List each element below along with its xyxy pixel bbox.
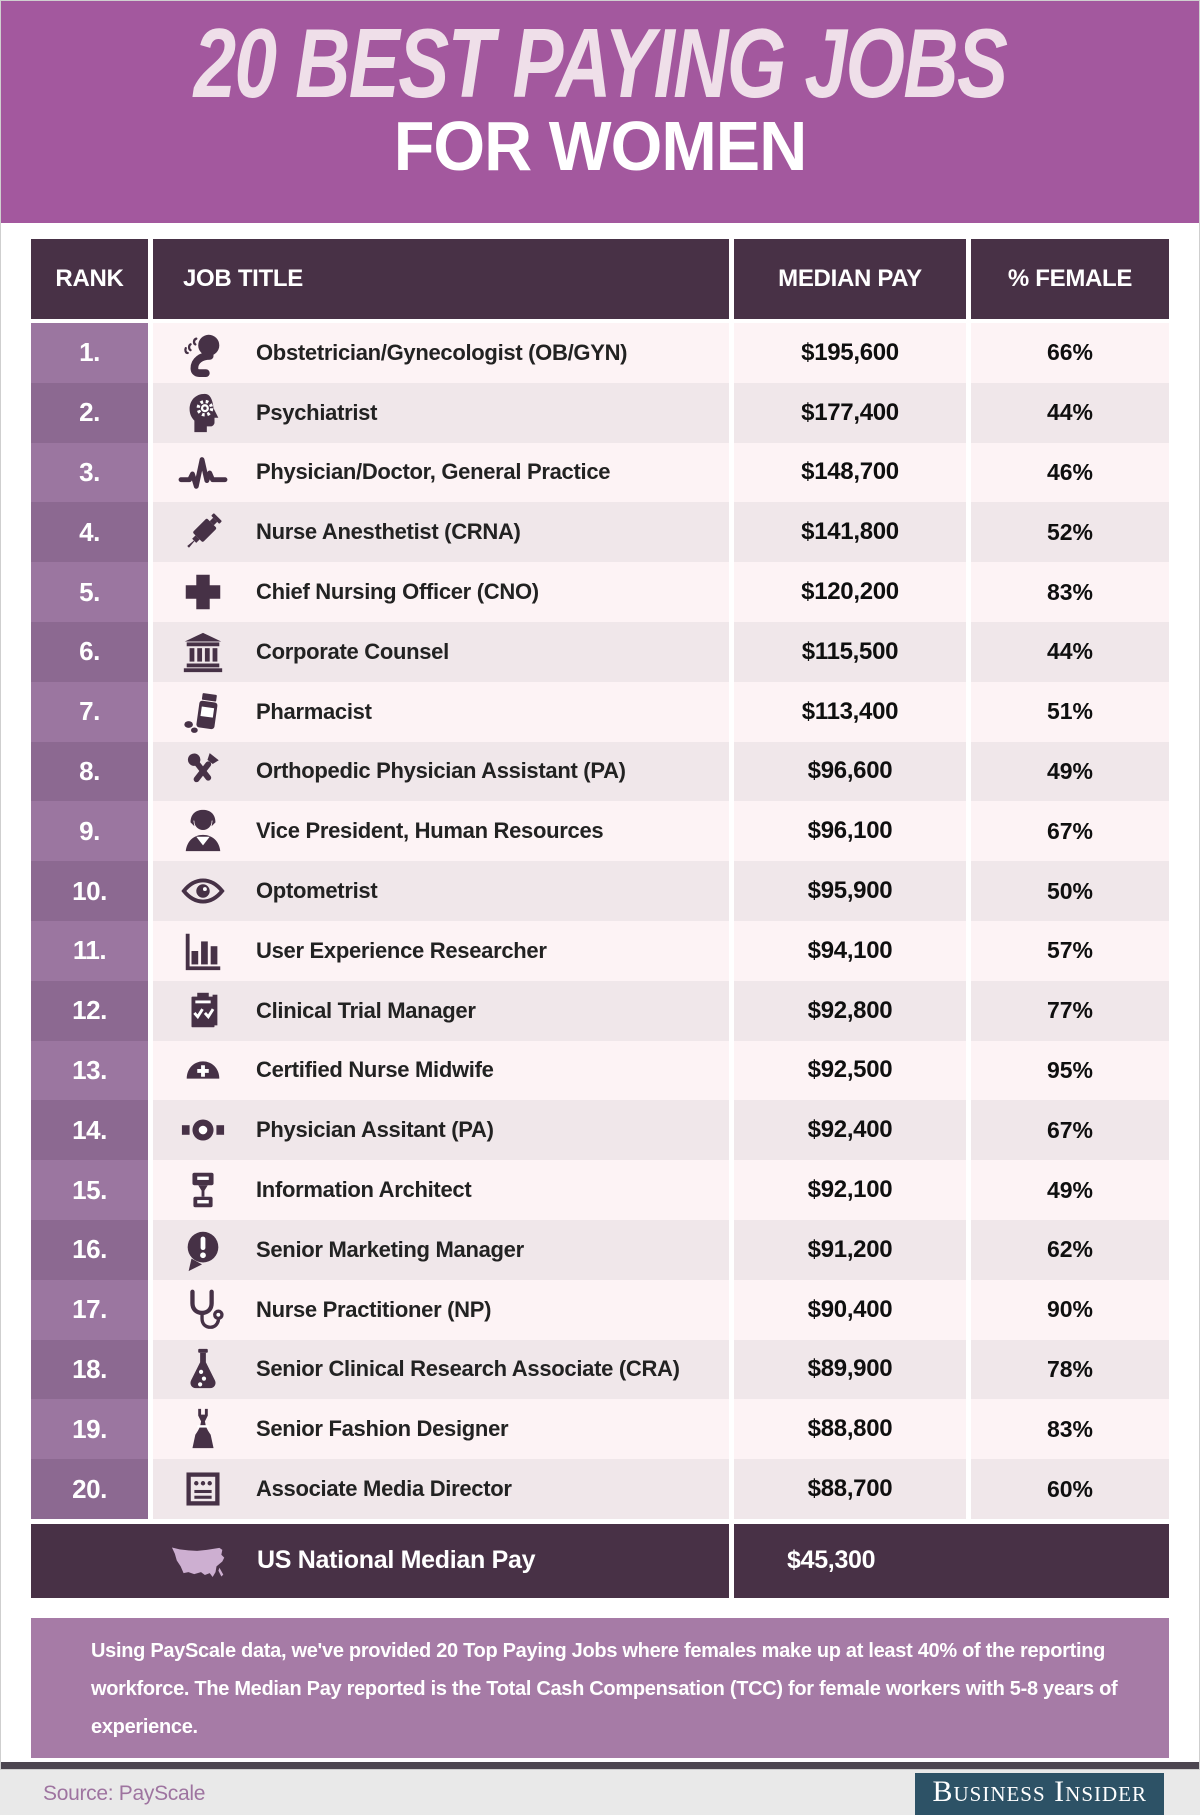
- table-row: [31, 562, 1169, 622]
- percent-female-cell: 67%: [971, 801, 1169, 861]
- percent-female-cell: 67%: [971, 1100, 1169, 1160]
- rank-cell: 8.: [31, 742, 148, 802]
- job-title: Associate Media Director: [256, 1476, 512, 1502]
- percent-female-cell: 49%: [971, 1160, 1169, 1220]
- job-cell: [153, 622, 729, 682]
- median-pay-cell: $92,800: [734, 981, 966, 1041]
- rank-cell: 11.: [31, 921, 148, 981]
- median-pay-cell: $141,800: [734, 502, 966, 562]
- job-title: User Experience Researcher: [256, 937, 547, 963]
- methodology-note: Using PayScale data, we've provided 20 Top Paying Jobs where females make up at least 40% of the reporting workforce. The Median Pay reported is the Total Cash Compensation (TCC) for female workers with 5-8 years of experience.: [31, 1618, 1169, 1758]
- percent-female-cell: 51%: [971, 682, 1169, 742]
- woman-silhouette-icon: [176, 806, 230, 856]
- job-title: Physician Assitant (PA): [256, 1117, 494, 1143]
- rank-cell: 10.: [31, 861, 148, 921]
- rank-cell: 20.: [31, 1459, 148, 1519]
- median-pay-cell: $88,800: [734, 1399, 966, 1459]
- table-row: [31, 622, 1169, 682]
- percent-female-cell: 77%: [971, 981, 1169, 1041]
- table-header-row: [31, 239, 1169, 319]
- job-cell: [153, 801, 729, 861]
- job-title: Psychiatrist: [256, 399, 378, 425]
- percent-female-cell: 49%: [971, 742, 1169, 802]
- percent-female-cell: 44%: [971, 383, 1169, 443]
- table-row: [31, 1340, 1169, 1400]
- table-row: [31, 861, 1169, 921]
- clipboard-checks-icon: [176, 986, 230, 1036]
- table-row: [31, 742, 1169, 802]
- job-title: Orthopedic Physician Assistant (PA): [256, 758, 626, 784]
- median-pay-cell: $115,500: [734, 622, 966, 682]
- summary-pay: $45,300: [787, 1546, 876, 1575]
- job-cell: [153, 1399, 729, 1459]
- job-cell: [153, 861, 729, 921]
- rank-cell: 9.: [31, 801, 148, 861]
- job-cell: [153, 562, 729, 622]
- job-title: Clinical Trial Manager: [256, 997, 476, 1023]
- title-line2: FOR WOMEN: [393, 107, 807, 185]
- median-pay-cell: $148,700: [734, 443, 966, 503]
- heartbeat-icon: [176, 447, 230, 497]
- rank-cell: 1.: [31, 323, 148, 383]
- rank-cell: 5.: [31, 562, 148, 622]
- job-cell: [153, 383, 729, 443]
- head-gear-icon: [176, 388, 230, 438]
- table-row: [31, 502, 1169, 562]
- rank-cell: 2.: [31, 383, 148, 443]
- median-pay-cell: $88,700: [734, 1459, 966, 1519]
- median-pay-cell: $90,400: [734, 1280, 966, 1340]
- eye-icon: [176, 866, 230, 916]
- job-title: Information Architect: [256, 1177, 472, 1203]
- rank-cell: 7.: [31, 682, 148, 742]
- percent-female-cell: 57%: [971, 921, 1169, 981]
- orthopedic-tools-icon: [176, 746, 230, 796]
- job-title: Nurse Anesthetist (CRNA): [256, 519, 521, 545]
- table-row: [31, 1160, 1169, 1220]
- job-title: Chief Nursing Officer (CNO): [256, 579, 539, 605]
- percent-female-cell: 90%: [971, 1280, 1169, 1340]
- rank-cell: 18.: [31, 1340, 148, 1400]
- table-row: [31, 383, 1169, 443]
- job-cell: [153, 502, 729, 562]
- rank-cell: 17.: [31, 1280, 148, 1340]
- job-cell: [153, 981, 729, 1041]
- median-pay-cell: $91,200: [734, 1220, 966, 1280]
- median-pay-cell: $92,400: [734, 1100, 966, 1160]
- percent-female-cell: 83%: [971, 562, 1169, 622]
- table-row: [31, 1041, 1169, 1101]
- job-cell: [153, 921, 729, 981]
- rank-cell: 13.: [31, 1041, 148, 1101]
- source-credit: Source: PayScale: [43, 1781, 206, 1805]
- table-row: [31, 921, 1169, 981]
- job-title: Vice President, Human Resources: [256, 818, 604, 844]
- job-cell: [153, 682, 729, 742]
- percent-female-cell: 44%: [971, 622, 1169, 682]
- percent-female-cell: 95%: [971, 1041, 1169, 1101]
- median-pay-cell: $177,400: [734, 383, 966, 443]
- footer-row: [43, 1774, 1164, 1814]
- nurse-cap-icon: [176, 1045, 230, 1095]
- table-row: [31, 1459, 1169, 1519]
- job-title: Pharmacist: [256, 698, 372, 724]
- column-header-female: % FEMALE: [971, 239, 1169, 319]
- median-pay-cell: $94,100: [734, 921, 966, 981]
- stethoscope-icon: [176, 1285, 230, 1335]
- median-pay-cell: $120,200: [734, 562, 966, 622]
- job-cell: [153, 1041, 729, 1101]
- summary-row: [31, 1524, 1169, 1598]
- median-pay-cell: $89,900: [734, 1340, 966, 1400]
- table-row: [31, 323, 1169, 383]
- job-title: Senior Clinical Research Associate (CRA): [256, 1356, 680, 1382]
- rank-cell: 4.: [31, 502, 148, 562]
- percent-female-cell: 60%: [971, 1459, 1169, 1519]
- job-cell: [153, 1220, 729, 1280]
- job-title: Nurse Practitioner (NP): [256, 1296, 492, 1322]
- column-header-job: JOB TITLE: [153, 239, 729, 319]
- job-title: Senior Fashion Designer: [256, 1416, 509, 1442]
- job-title: Optometrist: [256, 878, 378, 904]
- flask-icon: [176, 1344, 230, 1394]
- stethoscope-head-icon: [176, 1105, 230, 1155]
- median-pay-cell: $95,900: [734, 861, 966, 921]
- column-header-rank: RANK: [31, 239, 148, 319]
- business-insider-logo: Business Insider: [915, 1773, 1164, 1815]
- table-row: [31, 801, 1169, 861]
- job-cell: [153, 1100, 729, 1160]
- bar-chart-icon: [176, 926, 230, 976]
- job-cell: [153, 1160, 729, 1220]
- job-title: Physician/Doctor, General Practice: [256, 459, 611, 485]
- table-row: [31, 1220, 1169, 1280]
- title-line1: 20 BEST PAYING JOBS: [193, 8, 1007, 118]
- courthouse-icon: [176, 627, 230, 677]
- fetus-icon: [176, 328, 230, 378]
- median-pay-cell: $195,600: [734, 323, 966, 383]
- median-pay-cell: $96,100: [734, 801, 966, 861]
- percent-female-cell: 62%: [971, 1220, 1169, 1280]
- table-row: [31, 443, 1169, 503]
- rank-cell: 14.: [31, 1100, 148, 1160]
- rank-cell: 6.: [31, 622, 148, 682]
- rank-cell: 3.: [31, 443, 148, 503]
- dress-icon: [176, 1404, 230, 1454]
- table-row: [31, 1399, 1169, 1459]
- table-row: [31, 1100, 1169, 1160]
- job-cell: [153, 742, 729, 802]
- median-pay-cell: $96,600: [734, 742, 966, 802]
- percent-female-cell: 52%: [971, 502, 1169, 562]
- percent-female-cell: 66%: [971, 323, 1169, 383]
- job-title: Corporate Counsel: [256, 638, 449, 664]
- table-body: [31, 323, 1169, 1519]
- job-cell: [153, 1459, 729, 1519]
- rank-cell: 16.: [31, 1220, 148, 1280]
- medical-cross-icon: [176, 567, 230, 617]
- percent-female-cell: 46%: [971, 443, 1169, 503]
- job-title: Obstetrician/Gynecologist (OB/GYN): [256, 339, 628, 365]
- pill-bottle-icon: [176, 687, 230, 737]
- sitemap-icon: [176, 1165, 230, 1215]
- bottom-bar: [1, 1762, 1199, 1769]
- table-row: [31, 981, 1169, 1041]
- job-cell: [153, 323, 729, 383]
- job-title: Certified Nurse Midwife: [256, 1057, 494, 1083]
- newspaper-icon: [176, 1464, 230, 1514]
- table-row: [31, 682, 1169, 742]
- table-row: [31, 1280, 1169, 1340]
- summary-label: US National Median Pay: [257, 1546, 536, 1575]
- syringe-icon: [176, 507, 230, 557]
- median-pay-cell: $92,500: [734, 1041, 966, 1101]
- rank-cell: 12.: [31, 981, 148, 1041]
- header-band: [1, 1, 1199, 223]
- jobs-table: [31, 239, 1169, 1598]
- percent-female-cell: 78%: [971, 1340, 1169, 1400]
- percent-female-cell: 50%: [971, 861, 1169, 921]
- column-header-pay: MEDIAN PAY: [734, 239, 966, 319]
- rank-cell: 19.: [31, 1399, 148, 1459]
- median-pay-cell: $92,100: [734, 1160, 966, 1220]
- speech-bubble-icon: [176, 1225, 230, 1275]
- job-cell: [153, 1280, 729, 1340]
- rank-cell: 15.: [31, 1160, 148, 1220]
- usa-map-icon: [169, 1538, 233, 1584]
- job-title: Senior Marketing Manager: [256, 1236, 524, 1262]
- job-cell: [153, 443, 729, 503]
- median-pay-cell: $113,400: [734, 682, 966, 742]
- job-cell: [153, 1340, 729, 1400]
- percent-female-cell: 83%: [971, 1399, 1169, 1459]
